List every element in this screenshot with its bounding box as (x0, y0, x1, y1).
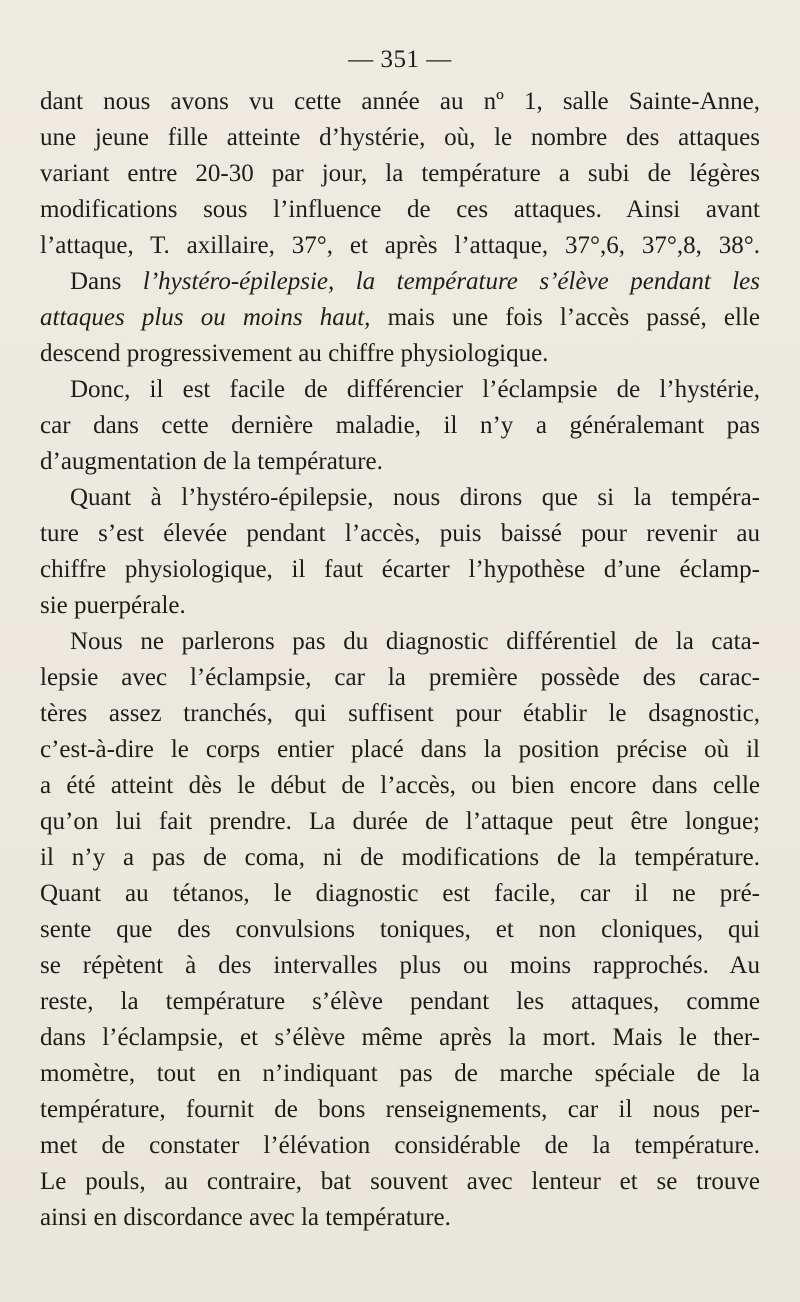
text-line: modifications sous l’influence de ces attaques. Ainsi avant (40, 196, 760, 223)
text-line-with-italic (40, 264, 760, 300)
text-line: sie puerpérale. (40, 592, 186, 619)
text-line: lepsie avec l’éclampsie, car la première possède des carac- (40, 664, 760, 691)
text-line: met de constater l’élévation considérable de la température. (40, 1132, 760, 1159)
italic-run: l’hystéro-épilepsie, la température s’élève pendant les (142, 268, 761, 295)
text-run: Dans (70, 268, 122, 295)
text-line: Le pouls, au contraire, bat souvent avec lenteur et se trouve (40, 1168, 760, 1195)
body-text (40, 84, 760, 1236)
text-line: dant nous avons vu cette année au nº 1, salle Sainte-Anne, (40, 88, 760, 115)
text-line: qu’on lui fait prendre. La durée de l’attaque peut être longue; (40, 808, 760, 835)
text-line: d’augmentation de la température. (40, 448, 383, 475)
text-line: momètre, tout en n’indiquant pas de marche spéciale de la (40, 1060, 760, 1087)
text-line: l’attaque, T. axillaire, 37°, et après l’attaque, 37°,6, 37°,8, 38°. (40, 232, 760, 259)
text-line: descend progressivement au chiffre physiologique. (40, 340, 549, 367)
text-line: une jeune fille atteinte d’hystérie, où, le nombre des attaques (40, 124, 760, 151)
text-line: sente que des convulsions toniques, et non cloniques, qui (40, 916, 760, 943)
text-line: Quant au tétanos, le diagnostic est facile, car il ne pré- (40, 880, 760, 907)
text-line: il n’y a pas de coma, ni de modifications de la température. (40, 844, 760, 871)
text-line: car dans cette dernière maladie, il n’y a généralemant pas (40, 412, 760, 439)
text-line: reste, la température s’élève pendant les attaques, comme (40, 988, 760, 1015)
text-line: température, fournit de bons renseignements, car il nous per- (40, 1096, 760, 1123)
italic-run: attaques plus ou moins haut, (40, 304, 371, 331)
text-line: se répètent à des intervalles plus ou moins rapprochés. Au (40, 952, 760, 979)
text-line: Nous ne parlerons pas du diagnostic différentiel de la cata- (70, 628, 760, 655)
text-line: dans l’éclampsie, et s’élève même après la mort. Mais le ther- (40, 1024, 760, 1051)
text-line: variant entre 20-30 par jour, la température a subi de légères (40, 160, 760, 187)
text-line: Quant à l’hystéro-épilepsie, nous dirons que si la tempéra- (70, 484, 760, 511)
text-line-with-italic (40, 300, 760, 336)
page-number: — 351 — (348, 46, 452, 73)
text-line: chiffre physiologique, il faut écarter l’hypothèse d’une éclamp- (40, 556, 760, 583)
text-line: ture s’est élevée pendant l’accès, puis baissé pour revenir au (40, 520, 760, 547)
text-run: mais une fois l’accès passé, elle (387, 304, 761, 331)
text-line: tères assez tranchés, qui suffisent pour établir le dsagnostic, (40, 700, 760, 727)
text-line: Donc, il est facile de différencier l’éclampsie de l’hystérie, (70, 376, 760, 403)
text-line: c’est-à-dire le corps entier placé dans la position précise où il (40, 736, 760, 763)
text-line: a été atteint dès le début de l’accès, ou bien encore dans celle (40, 772, 760, 799)
text-line: ainsi en discordance avec la température. (40, 1204, 451, 1231)
